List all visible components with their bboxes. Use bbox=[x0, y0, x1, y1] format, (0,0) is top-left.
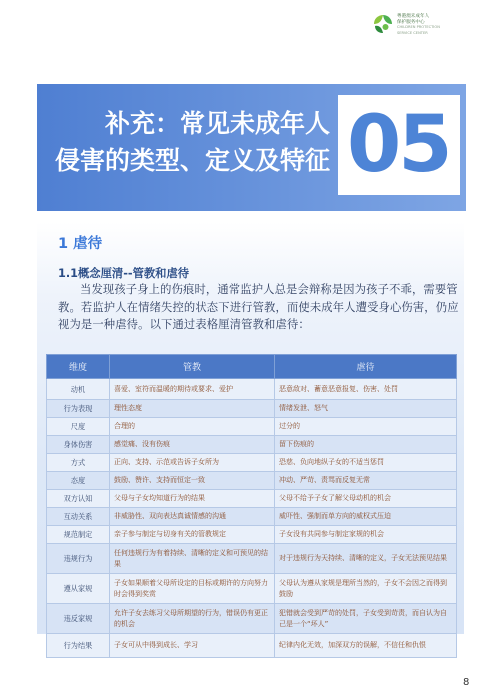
header-discipline: 管教 bbox=[110, 355, 275, 379]
cell-dimension: 遵从家规 bbox=[47, 574, 110, 604]
table-row bbox=[47, 508, 457, 526]
cell-dimension: 规范制定 bbox=[47, 526, 110, 544]
table-row bbox=[47, 526, 457, 544]
cell-abuse: 情绪发泄、怒气 bbox=[275, 400, 457, 418]
logo-line-4: SERVICE CENTER bbox=[397, 30, 428, 35]
cell-dimension: 行为表现 bbox=[47, 400, 110, 418]
table-row bbox=[47, 418, 457, 436]
table-row bbox=[47, 544, 457, 574]
cell-dimension: 互动关系 bbox=[47, 508, 110, 526]
cell-discipline: 子女如果顺着父母所设定的目标或期许的方向努力时会得到奖赏 bbox=[110, 574, 275, 604]
cell-abuse: 威吓性、强制而单方向的威权式压迫 bbox=[275, 508, 457, 526]
cell-abuse: 纪律内化无效，加深双方的误解，不信任和仇恨 bbox=[275, 634, 457, 658]
cell-dimension: 态度 bbox=[47, 472, 110, 490]
leaf-logo-icon bbox=[371, 12, 395, 36]
cell-dimension: 违反家规 bbox=[47, 604, 110, 634]
cell-discipline: 合理的 bbox=[110, 418, 275, 436]
cell-discipline: 任何违规行为有着持续、清晰的定义和可预见的结果 bbox=[110, 544, 275, 574]
cell-dimension: 身体伤害 bbox=[47, 436, 110, 454]
cell-abuse: 犯错就会受到严苛的处罚，子女受到苛责，而自认为自己是一个“坏人” bbox=[275, 604, 457, 634]
cell-dimension: 双方认知 bbox=[47, 490, 110, 508]
organization-logo bbox=[371, 12, 481, 38]
cell-discipline: 鼓励、赞许、支持而恒定一致 bbox=[110, 472, 275, 490]
cell-dimension: 行为结果 bbox=[47, 634, 110, 658]
logo-line-1: 粤港澳未成年人 bbox=[397, 14, 430, 19]
comparison-table bbox=[46, 354, 457, 658]
cell-abuse: 父母不给予子女了解父母动机的机会 bbox=[275, 490, 457, 508]
header-dimension: 维度 bbox=[47, 355, 110, 379]
cell-abuse: 对于违规行为天持续、清晰的定义，子女无法预见结果 bbox=[275, 544, 457, 574]
table-row bbox=[47, 454, 457, 472]
table-row bbox=[47, 574, 457, 604]
table-header-row bbox=[47, 355, 457, 379]
table-row bbox=[47, 634, 457, 658]
cell-abuse: 冲动、严苛、责骂而反复无常 bbox=[275, 472, 457, 490]
table-row bbox=[47, 379, 457, 400]
table-row bbox=[47, 400, 457, 418]
page-number: 8 bbox=[463, 677, 470, 688]
table-row bbox=[47, 490, 457, 508]
cell-abuse: 恐慈、负向地纵子女的不适当惩罚 bbox=[275, 454, 457, 472]
section-subtitle: 1.1概念厘清--管教和虐待 bbox=[58, 267, 190, 280]
table-row bbox=[47, 604, 457, 634]
cell-discipline: 喜爱、室符而温暖的期待或要求、爱护 bbox=[110, 379, 275, 400]
chapter-number: 05 bbox=[347, 100, 450, 190]
table-row bbox=[47, 472, 457, 490]
cell-abuse: 过分的 bbox=[275, 418, 457, 436]
cell-discipline: 正向、支持、示范或告诉子女所为 bbox=[110, 454, 275, 472]
chapter-title-line-1: 补充：常见未成年人 bbox=[104, 109, 330, 138]
cell-discipline: 亲子参与制定与切身有关的管教规定 bbox=[110, 526, 275, 544]
cell-discipline: 非威胁性、双向表达真诚情感的沟通 bbox=[110, 508, 275, 526]
cell-discipline: 理性态度 bbox=[110, 400, 275, 418]
section-paragraph: 当发现孩子身上的伤痕时，通常监护人总是会辩称是因为孩子不乖，需要管教。若监护人在情绪失控的状态下进行管教，而使未成年人遭受身心伤害，仍应视为是一种虐待。以下通过表格厘清管教和虐待： bbox=[58, 283, 459, 331]
cell-abuse: 子女没有共同参与制定家规的机会 bbox=[275, 526, 457, 544]
logo-line-2: 保护服务中心 bbox=[397, 19, 425, 25]
chapter-title bbox=[37, 105, 330, 179]
cell-discipline: 父母与子女均知道行为的结果 bbox=[110, 490, 275, 508]
cell-dimension: 违规行为 bbox=[47, 544, 110, 574]
section-title: 1 虐待 bbox=[58, 236, 103, 252]
cell-discipline: 感觉痛、没有伤痕 bbox=[110, 436, 275, 454]
cell-discipline: 允许子女去练习父母所期望的行为，错误仍有更正的机会 bbox=[110, 604, 275, 634]
cell-abuse: 父母认为遵从家规是理所当然的，子女不会因之而得到鼓励 bbox=[275, 574, 457, 604]
logo-line-3: CHILDREN PROTECTION bbox=[397, 25, 440, 30]
cell-dimension: 动机 bbox=[47, 379, 110, 400]
header-abuse: 虐待 bbox=[275, 355, 457, 379]
table-row bbox=[47, 436, 457, 454]
chapter-title-line-2: 侵害的类型、定义及特征 bbox=[54, 146, 330, 175]
cell-abuse: 留下伤痕的 bbox=[275, 436, 457, 454]
cell-dimension: 尺度 bbox=[47, 418, 110, 436]
cell-abuse: 恶意敌对、蓄意恶意报复、伤害、处罚 bbox=[275, 379, 457, 400]
cell-dimension: 方式 bbox=[47, 454, 110, 472]
cell-discipline: 子女可从中得到成长、学习 bbox=[110, 634, 275, 658]
